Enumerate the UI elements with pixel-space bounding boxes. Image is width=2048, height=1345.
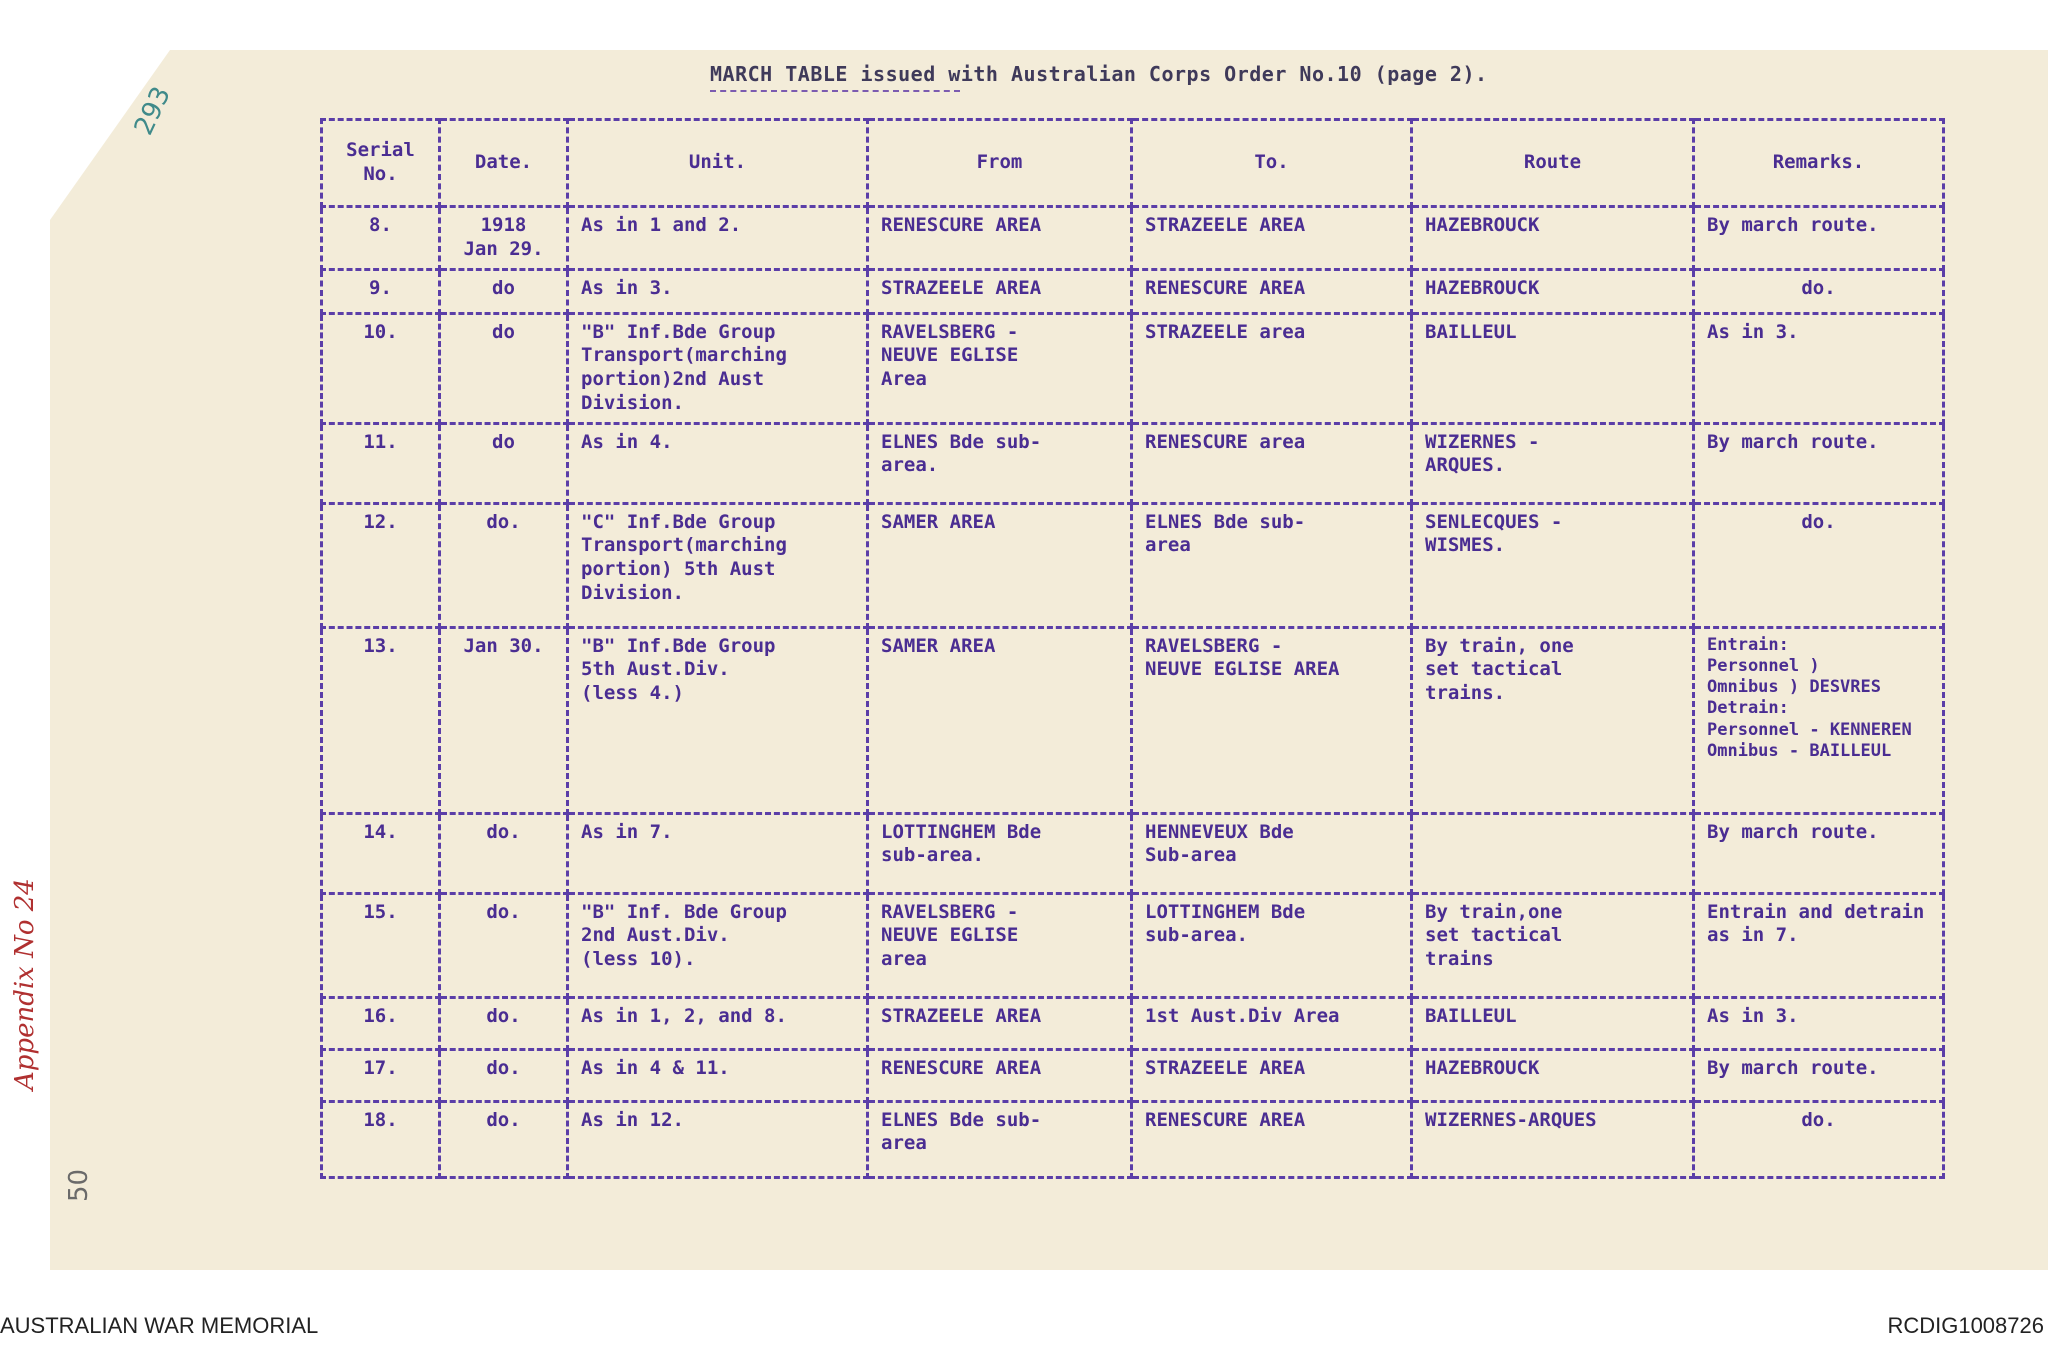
- cell-date: do.: [440, 1101, 568, 1177]
- cell-remarks: do.: [1694, 1101, 1944, 1177]
- cell-to: STRAZEELE area: [1132, 313, 1412, 423]
- cell-from: RENESCURE AREA: [868, 1049, 1132, 1101]
- cell-serial: 18.: [322, 1101, 440, 1177]
- cell-date: do: [440, 313, 568, 423]
- cell-route: BAILLEUL: [1412, 997, 1694, 1049]
- cell-date: do.: [440, 813, 568, 893]
- cell-remarks: By march route.: [1694, 1049, 1944, 1101]
- cell-unit: As in 7.: [568, 813, 868, 893]
- cell-remarks: By march route.: [1694, 423, 1944, 503]
- cell-from: RENESCURE AREA: [868, 207, 1132, 270]
- cell-remarks: By march route.: [1694, 813, 1944, 893]
- cell-date: 1918 Jan 29.: [440, 207, 568, 270]
- cell-serial: 16.: [322, 997, 440, 1049]
- table-row: [322, 1049, 1944, 1101]
- cell-serial: 15.: [322, 893, 440, 997]
- header-route: Route: [1412, 120, 1694, 207]
- cell-unit: As in 3.: [568, 269, 868, 313]
- header-to: To.: [1132, 120, 1412, 207]
- cell-from: RAVELSBERG - NEUVE EGLISE Area: [868, 313, 1132, 423]
- cell-route: WIZERNES-ARQUES: [1412, 1101, 1694, 1177]
- table-header-row: [322, 120, 1944, 207]
- cell-serial: 12.: [322, 503, 440, 627]
- cell-to: RENESCURE AREA: [1132, 1101, 1412, 1177]
- cell-remarks: By march route.: [1694, 207, 1944, 270]
- appendix-annotation: Appendix No 24: [10, 878, 40, 1090]
- cell-unit: As in 1, 2, and 8.: [568, 997, 868, 1049]
- cell-from: ELNES Bde sub- area.: [868, 423, 1132, 503]
- cell-unit: As in 12.: [568, 1101, 868, 1177]
- cell-from: SAMER AREA: [868, 503, 1132, 627]
- side-number: 50: [64, 1168, 94, 1202]
- march-table: [320, 118, 1945, 1179]
- cell-date: do: [440, 423, 568, 503]
- cell-route: By train, one set tactical trains.: [1412, 627, 1694, 813]
- cell-to: ELNES Bde sub- area: [1132, 503, 1412, 627]
- cell-serial: 8.: [322, 207, 440, 270]
- cell-serial: 13.: [322, 627, 440, 813]
- cell-to: RENESCURE AREA: [1132, 269, 1412, 313]
- cell-remarks: Entrain and detrain as in 7.: [1694, 893, 1944, 997]
- header-date: Date.: [440, 120, 568, 207]
- cell-to: HENNEVEUX Bde Sub-area: [1132, 813, 1412, 893]
- cell-date: do: [440, 269, 568, 313]
- cell-to: STRAZEELE AREA: [1132, 1049, 1412, 1101]
- cell-unit: As in 4 & 11.: [568, 1049, 868, 1101]
- cell-unit: As in 1 and 2.: [568, 207, 868, 270]
- cell-remarks: Entrain: Personnel ) Omnibus ) DESVRES Detrain: Personnel - KENNEREN Omnibus - BAILLEUL: [1694, 627, 1944, 813]
- cell-to: STRAZEELE AREA: [1132, 207, 1412, 270]
- header-unit: Unit.: [568, 120, 868, 207]
- cell-route: HAZEBROUCK: [1412, 269, 1694, 313]
- header-remarks: Remarks.: [1694, 120, 1944, 207]
- header-serial: Serial No.: [322, 120, 440, 207]
- cell-serial: 9.: [322, 269, 440, 313]
- table-row: [322, 207, 1944, 270]
- cell-from: RAVELSBERG - NEUVE EGLISE area: [868, 893, 1132, 997]
- table-row: [322, 269, 1944, 313]
- header-from: From: [868, 120, 1132, 207]
- archive-credit: AUSTRALIAN WAR MEMORIAL: [0, 1313, 319, 1338]
- cell-remarks: do.: [1694, 503, 1944, 627]
- cell-remarks: As in 3.: [1694, 997, 1944, 1049]
- cell-serial: 10.: [322, 313, 440, 423]
- cell-route: SENLECQUES - WISMES.: [1412, 503, 1694, 627]
- cell-to: 1st Aust.Div Area: [1132, 997, 1412, 1049]
- cell-route: WIZERNES - ARQUES.: [1412, 423, 1694, 503]
- cell-to: RENESCURE area: [1132, 423, 1412, 503]
- table-row: [322, 313, 1944, 423]
- cell-route: By train,one set tactical trains: [1412, 893, 1694, 997]
- cell-serial: 17.: [322, 1049, 440, 1101]
- cell-date: do.: [440, 503, 568, 627]
- cell-remarks: do.: [1694, 269, 1944, 313]
- cell-to: RAVELSBERG - NEUVE EGLISE AREA: [1132, 627, 1412, 813]
- cell-remarks: As in 3.: [1694, 313, 1944, 423]
- table-row: [322, 997, 1944, 1049]
- cell-date: Jan 30.: [440, 627, 568, 813]
- cell-date: do.: [440, 997, 568, 1049]
- cell-route: BAILLEUL: [1412, 313, 1694, 423]
- cell-serial: 14.: [322, 813, 440, 893]
- cell-from: STRAZEELE AREA: [868, 997, 1132, 1049]
- cell-from: ELNES Bde sub- area: [868, 1101, 1132, 1177]
- table-row: [322, 423, 1944, 503]
- cell-route: HAZEBROUCK: [1412, 207, 1694, 270]
- cell-from: LOTTINGHEM Bde sub-area.: [868, 813, 1132, 893]
- table-row: [322, 1101, 1944, 1177]
- table-row: [322, 893, 1944, 997]
- cell-to: LOTTINGHEM Bde sub-area.: [1132, 893, 1412, 997]
- table-row: [322, 813, 1944, 893]
- cell-route: [1412, 813, 1694, 893]
- record-id: RCDIG1008726: [1887, 1313, 2044, 1338]
- title-underline: [710, 90, 960, 92]
- table-row: [322, 503, 1944, 627]
- cell-unit: As in 4.: [568, 423, 868, 503]
- page-title: MARCH TABLE issued with Australian Corps Order No.10 (page 2).: [710, 62, 1488, 86]
- cell-unit: "B" Inf.Bde Group 5th Aust.Div. (less 4.): [568, 627, 868, 813]
- cell-serial: 11.: [322, 423, 440, 503]
- cell-date: do.: [440, 893, 568, 997]
- cell-unit: "B" Inf.Bde Group Transport(marching portion)2nd Aust Division.: [568, 313, 868, 423]
- table-row: [322, 627, 1944, 813]
- folio-number: 293: [128, 82, 177, 140]
- cell-from: SAMER AREA: [868, 627, 1132, 813]
- cell-unit: "B" Inf. Bde Group 2nd Aust.Div. (less 10).: [568, 893, 868, 997]
- cell-from: STRAZEELE AREA: [868, 269, 1132, 313]
- cell-route: HAZEBROUCK: [1412, 1049, 1694, 1101]
- cell-date: do.: [440, 1049, 568, 1101]
- cell-unit: "C" Inf.Bde Group Transport(marching portion) 5th Aust Division.: [568, 503, 868, 627]
